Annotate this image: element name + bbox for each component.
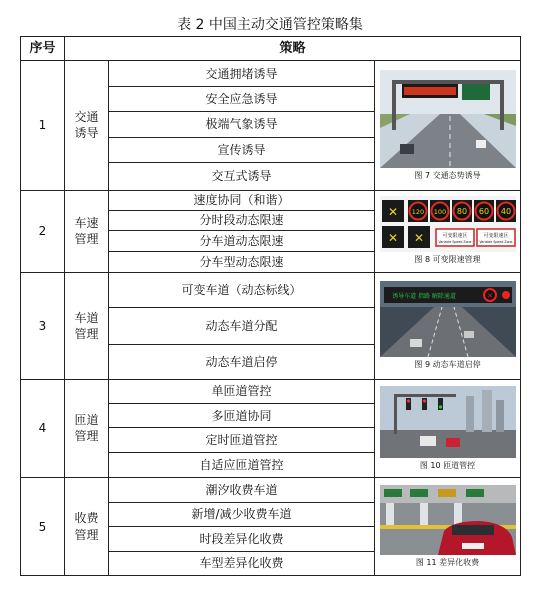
row-category [65, 61, 109, 190]
speed-limit-value: 120 [411, 208, 424, 217]
table-row [21, 379, 521, 403]
row-number: 4 [21, 379, 65, 478]
lane-closed-icon: ✕ [413, 231, 424, 246]
strategy-item: 自适应匝道管控 [109, 452, 375, 477]
figure-caption: 图 9 动态车道启停 [414, 359, 481, 369]
category-label: 车速 管理 [74, 216, 99, 247]
table-row [21, 190, 521, 210]
strategy-item: 动态车道分配 [109, 308, 375, 345]
speed-limit-sign [430, 200, 450, 222]
figure-caption: 图 8 可变限速管理 [414, 255, 481, 265]
speed-limit-sign [408, 200, 428, 222]
vsz-label-cn: 可变限速区 [483, 233, 509, 240]
strategy-item: 分车型动态限速 [109, 251, 375, 272]
figure-cell [375, 61, 521, 190]
strategy-item: 潮汐收费车道 [109, 478, 375, 502]
category-label: 交通 诱导 [74, 110, 99, 141]
speed-limit-sign [474, 200, 494, 222]
photo-speed-signs [380, 196, 516, 252]
row-category [65, 190, 109, 272]
speed-limit-value: 40 [500, 207, 511, 217]
strategy-item: 时段差异化收费 [109, 527, 375, 551]
strategy-item: 安全应急诱导 [109, 86, 375, 111]
figure-caption: 图 10 匝道管控 [419, 460, 476, 470]
strategy-item: 分时段动态限速 [109, 210, 375, 230]
figure-caption: 图 11 差异化收费 [415, 557, 480, 567]
lane-board-text: 诱导车道 指路 解除通道 [391, 292, 456, 300]
table-row [21, 61, 521, 86]
figure-cell [375, 190, 521, 272]
speed-limit-sign [452, 200, 472, 222]
strategy-item: 新增/减少收费车道 [109, 502, 375, 526]
figure-cell [375, 379, 521, 478]
figure-cell [375, 478, 521, 576]
table-row [21, 272, 521, 308]
vsz-label-cn: 可变限速区 [442, 233, 468, 240]
table-header-row [21, 37, 521, 61]
row-number: 1 [21, 61, 65, 190]
category-label: 匝道 管理 [74, 413, 99, 444]
vsz-label-en: Variable Speed Zone [437, 240, 472, 245]
row-number: 3 [21, 272, 65, 379]
strategy-table [20, 36, 521, 576]
speed-limit-value: 80 [456, 207, 467, 217]
table-caption: 表 2 中国主动交通管控策略集 [177, 17, 363, 33]
strategy-item: 多匝道协同 [109, 404, 375, 428]
strategy-item: 宣传诱导 [109, 137, 375, 162]
figure-caption: 图 7 交通态势诱导 [414, 170, 481, 180]
speed-limit-value: 100 [433, 208, 446, 217]
lane-closed-icon: ✕ [486, 291, 493, 300]
strategy-item: 分车道动态限速 [109, 231, 375, 251]
row-category [65, 272, 109, 379]
category-label: 车道 管理 [74, 310, 99, 341]
header-strategy: 策略 [65, 37, 521, 61]
figure-cell [375, 272, 521, 379]
strategy-item: 交互式诱导 [109, 163, 375, 190]
strategy-item: 动态车道启停 [109, 345, 375, 380]
category-label: 收费 管理 [74, 511, 99, 542]
speed-limit-value: 60 [478, 207, 489, 217]
photo-lane-management [380, 281, 516, 357]
row-category [65, 478, 109, 576]
lane-closed-icon: ✕ [387, 231, 398, 246]
speed-limit-sign [496, 200, 516, 222]
strategy-item: 交通拥堵诱导 [109, 61, 375, 86]
row-number: 5 [21, 478, 65, 576]
strategy-item: 速度协同（和谐） [109, 190, 375, 210]
speed-sign-icon: ✕ [387, 205, 398, 220]
vsz-label-en: Variable Speed Zone [478, 240, 513, 245]
strategy-item: 车型差异化收费 [109, 551, 375, 576]
photo-traffic-guidance [380, 70, 516, 168]
table-row [21, 478, 521, 502]
row-number: 2 [21, 190, 65, 272]
strategy-item: 定时匝道管控 [109, 428, 375, 452]
photo-toll-station [380, 485, 516, 555]
strategy-item: 极端气象诱导 [109, 112, 375, 137]
header-no: 序号 [21, 37, 65, 61]
strategy-item: 单匝道管控 [109, 379, 375, 403]
row-category [65, 379, 109, 478]
photo-ramp-control [380, 386, 516, 458]
strategy-item: 可变车道（动态标线） [109, 272, 375, 308]
